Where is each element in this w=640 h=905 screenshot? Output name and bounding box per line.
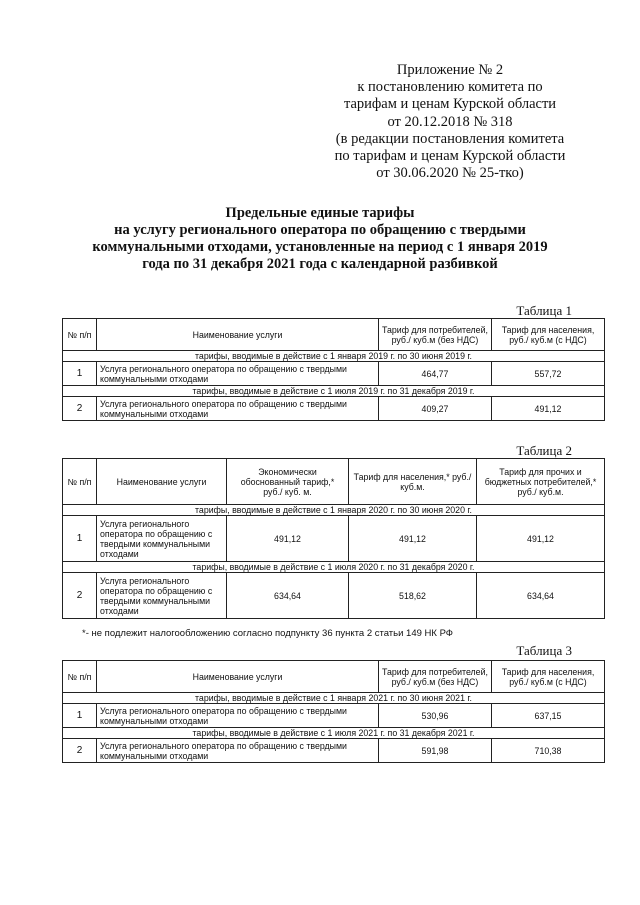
- tariff-other-value: 634,64: [477, 573, 605, 619]
- period-row: [63, 351, 605, 362]
- col-header-tariff-other: Тариф для прочих и бюджетных потребителей,* руб./ куб.м.: [477, 459, 605, 505]
- table-row: [63, 516, 605, 562]
- period-label: тарифы, вводимые в действие с 1 января 2019 г. по 30 июня 2019 г.: [63, 351, 605, 362]
- tariff-population-value: 491,12: [492, 397, 605, 421]
- period-label: тарифы, вводимые в действие с 1 июля 2021 г. по 31 декабря 2021 г.: [63, 728, 605, 739]
- table-header-row: [63, 661, 605, 693]
- period-label: тарифы, вводимые в действие с 1 января 2020 г. по 30 июня 2020 г.: [63, 505, 605, 516]
- table-row: [63, 704, 605, 728]
- header-line: Приложение № 2: [396, 62, 504, 78]
- col-header-service: Наименование услуги: [97, 661, 379, 693]
- footnote: *- не подлежит налогообложению согласно подпункту 36 пункта 2 статьи 149 НК РФ: [82, 628, 454, 639]
- table-row: [63, 739, 605, 763]
- tariff-population-value: 491,12: [349, 516, 477, 562]
- period-row: [63, 562, 605, 573]
- tariff-table-1: [62, 318, 605, 421]
- tariff-table-2: [62, 458, 605, 619]
- economic-tariff-value: 634,64: [227, 573, 349, 619]
- tariff-consumers-value: 591,98: [379, 739, 492, 763]
- period-row: [63, 386, 605, 397]
- period-row: [63, 693, 605, 704]
- service-name: Услуга регионального оператора по обращению с твердыми коммунальными отходами: [97, 739, 379, 763]
- service-name: Услуга регионального оператора по обращению с твердыми коммунальными отходами: [97, 704, 379, 728]
- col-header-tariff-consumers: Тариф для потребителей, руб./ куб.м (без НДС): [379, 661, 492, 693]
- col-header-num: № п/п: [63, 319, 97, 351]
- header-line: (в редакции постановления комитета: [335, 130, 565, 147]
- period-row: [63, 728, 605, 739]
- header-line: по тарифам и ценам Курской области: [334, 148, 566, 165]
- table-row: [63, 397, 605, 421]
- row-num: 2: [63, 397, 97, 421]
- col-header-tariff-population: Тариф для населения, руб./ куб.м (с НДС): [492, 661, 605, 693]
- col-header-tariff-population: Тариф для населения,* руб./ куб.м.: [349, 459, 477, 505]
- row-num: 2: [63, 573, 97, 619]
- col-header-tariff-consumers: Тариф для потребителей, руб./ куб.м (без НДС): [379, 319, 492, 351]
- period-label: тарифы, вводимые в действие с 1 июля 2020 г. по 31 декабря 2020 г.: [63, 562, 605, 573]
- title-line: Предельные единые тарифы: [225, 205, 415, 221]
- period-row: [63, 505, 605, 516]
- row-num: 1: [63, 704, 97, 728]
- table3-caption: Таблица 3: [516, 643, 572, 658]
- tariff-population-value: 637,15: [492, 704, 605, 728]
- header-line: к постановлению комитета по: [357, 79, 543, 96]
- table-header-row: [63, 459, 605, 505]
- tariff-consumers-value: 464,77: [379, 362, 492, 386]
- table2-caption: Таблица 2: [516, 443, 572, 458]
- tariff-consumers-value: 409,27: [379, 397, 492, 421]
- col-header-service: Наименование услуги: [97, 319, 379, 351]
- row-num: 1: [63, 516, 97, 562]
- period-label: тарифы, вводимые в действие с 1 января 2021 г. по 30 июня 2021 г.: [63, 693, 605, 704]
- col-header-economic-tariff: Экономически обоснованный тариф,* руб./ куб. м.: [227, 459, 349, 505]
- tariff-population-value: 557,72: [492, 362, 605, 386]
- col-header-num: № п/п: [63, 459, 97, 505]
- col-header-num: № п/п: [63, 661, 97, 693]
- tariff-population-value: 518,62: [349, 573, 477, 619]
- header-line: от 30.06.2020 № 25-тко): [376, 165, 524, 182]
- table-row: [63, 573, 605, 619]
- period-label: тарифы, вводимые в действие с 1 июля 2019 г. по 31 декабря 2019 г.: [63, 386, 605, 397]
- document-title: [70, 205, 570, 273]
- col-header-tariff-population: Тариф для населения, руб./ куб.м (с НДС): [492, 319, 605, 351]
- row-num: 1: [63, 362, 97, 386]
- title-line: на услугу регионального оператора по обращению с твердыми: [114, 222, 526, 238]
- col-header-service: Наименование услуги: [97, 459, 227, 505]
- tariff-other-value: 491,12: [477, 516, 605, 562]
- tariff-table-3: [62, 660, 605, 763]
- row-num: 2: [63, 739, 97, 763]
- appendix-header: [320, 62, 580, 182]
- title-line: коммунальными отходами, установленные на период с 1 января 2019: [92, 239, 548, 255]
- header-line: тарифам и ценам Курской области: [343, 96, 557, 113]
- service-name: Услуга регионального оператора по обращению с твердыми коммунальными отходами: [97, 516, 227, 562]
- table-row: [63, 362, 605, 386]
- tariff-population-value: 710,38: [492, 739, 605, 763]
- header-line: от 20.12.2018 № 318: [387, 113, 513, 130]
- service-name: Услуга регионального оператора по обращению с твердыми коммунальными отходами: [97, 362, 379, 386]
- economic-tariff-value: 491,12: [227, 516, 349, 562]
- service-name: Услуга регионального оператора по обращению с твердыми коммунальными отходами: [97, 397, 379, 421]
- service-name: Услуга регионального оператора по обращению с твердыми коммунальными отходами: [97, 573, 227, 619]
- tariff-consumers-value: 530,96: [379, 704, 492, 728]
- title-line: года по 31 декабря 2021 года с календарной разбивкой: [142, 256, 498, 272]
- table-header-row: [63, 319, 605, 351]
- table1-caption: Таблица 1: [516, 303, 572, 318]
